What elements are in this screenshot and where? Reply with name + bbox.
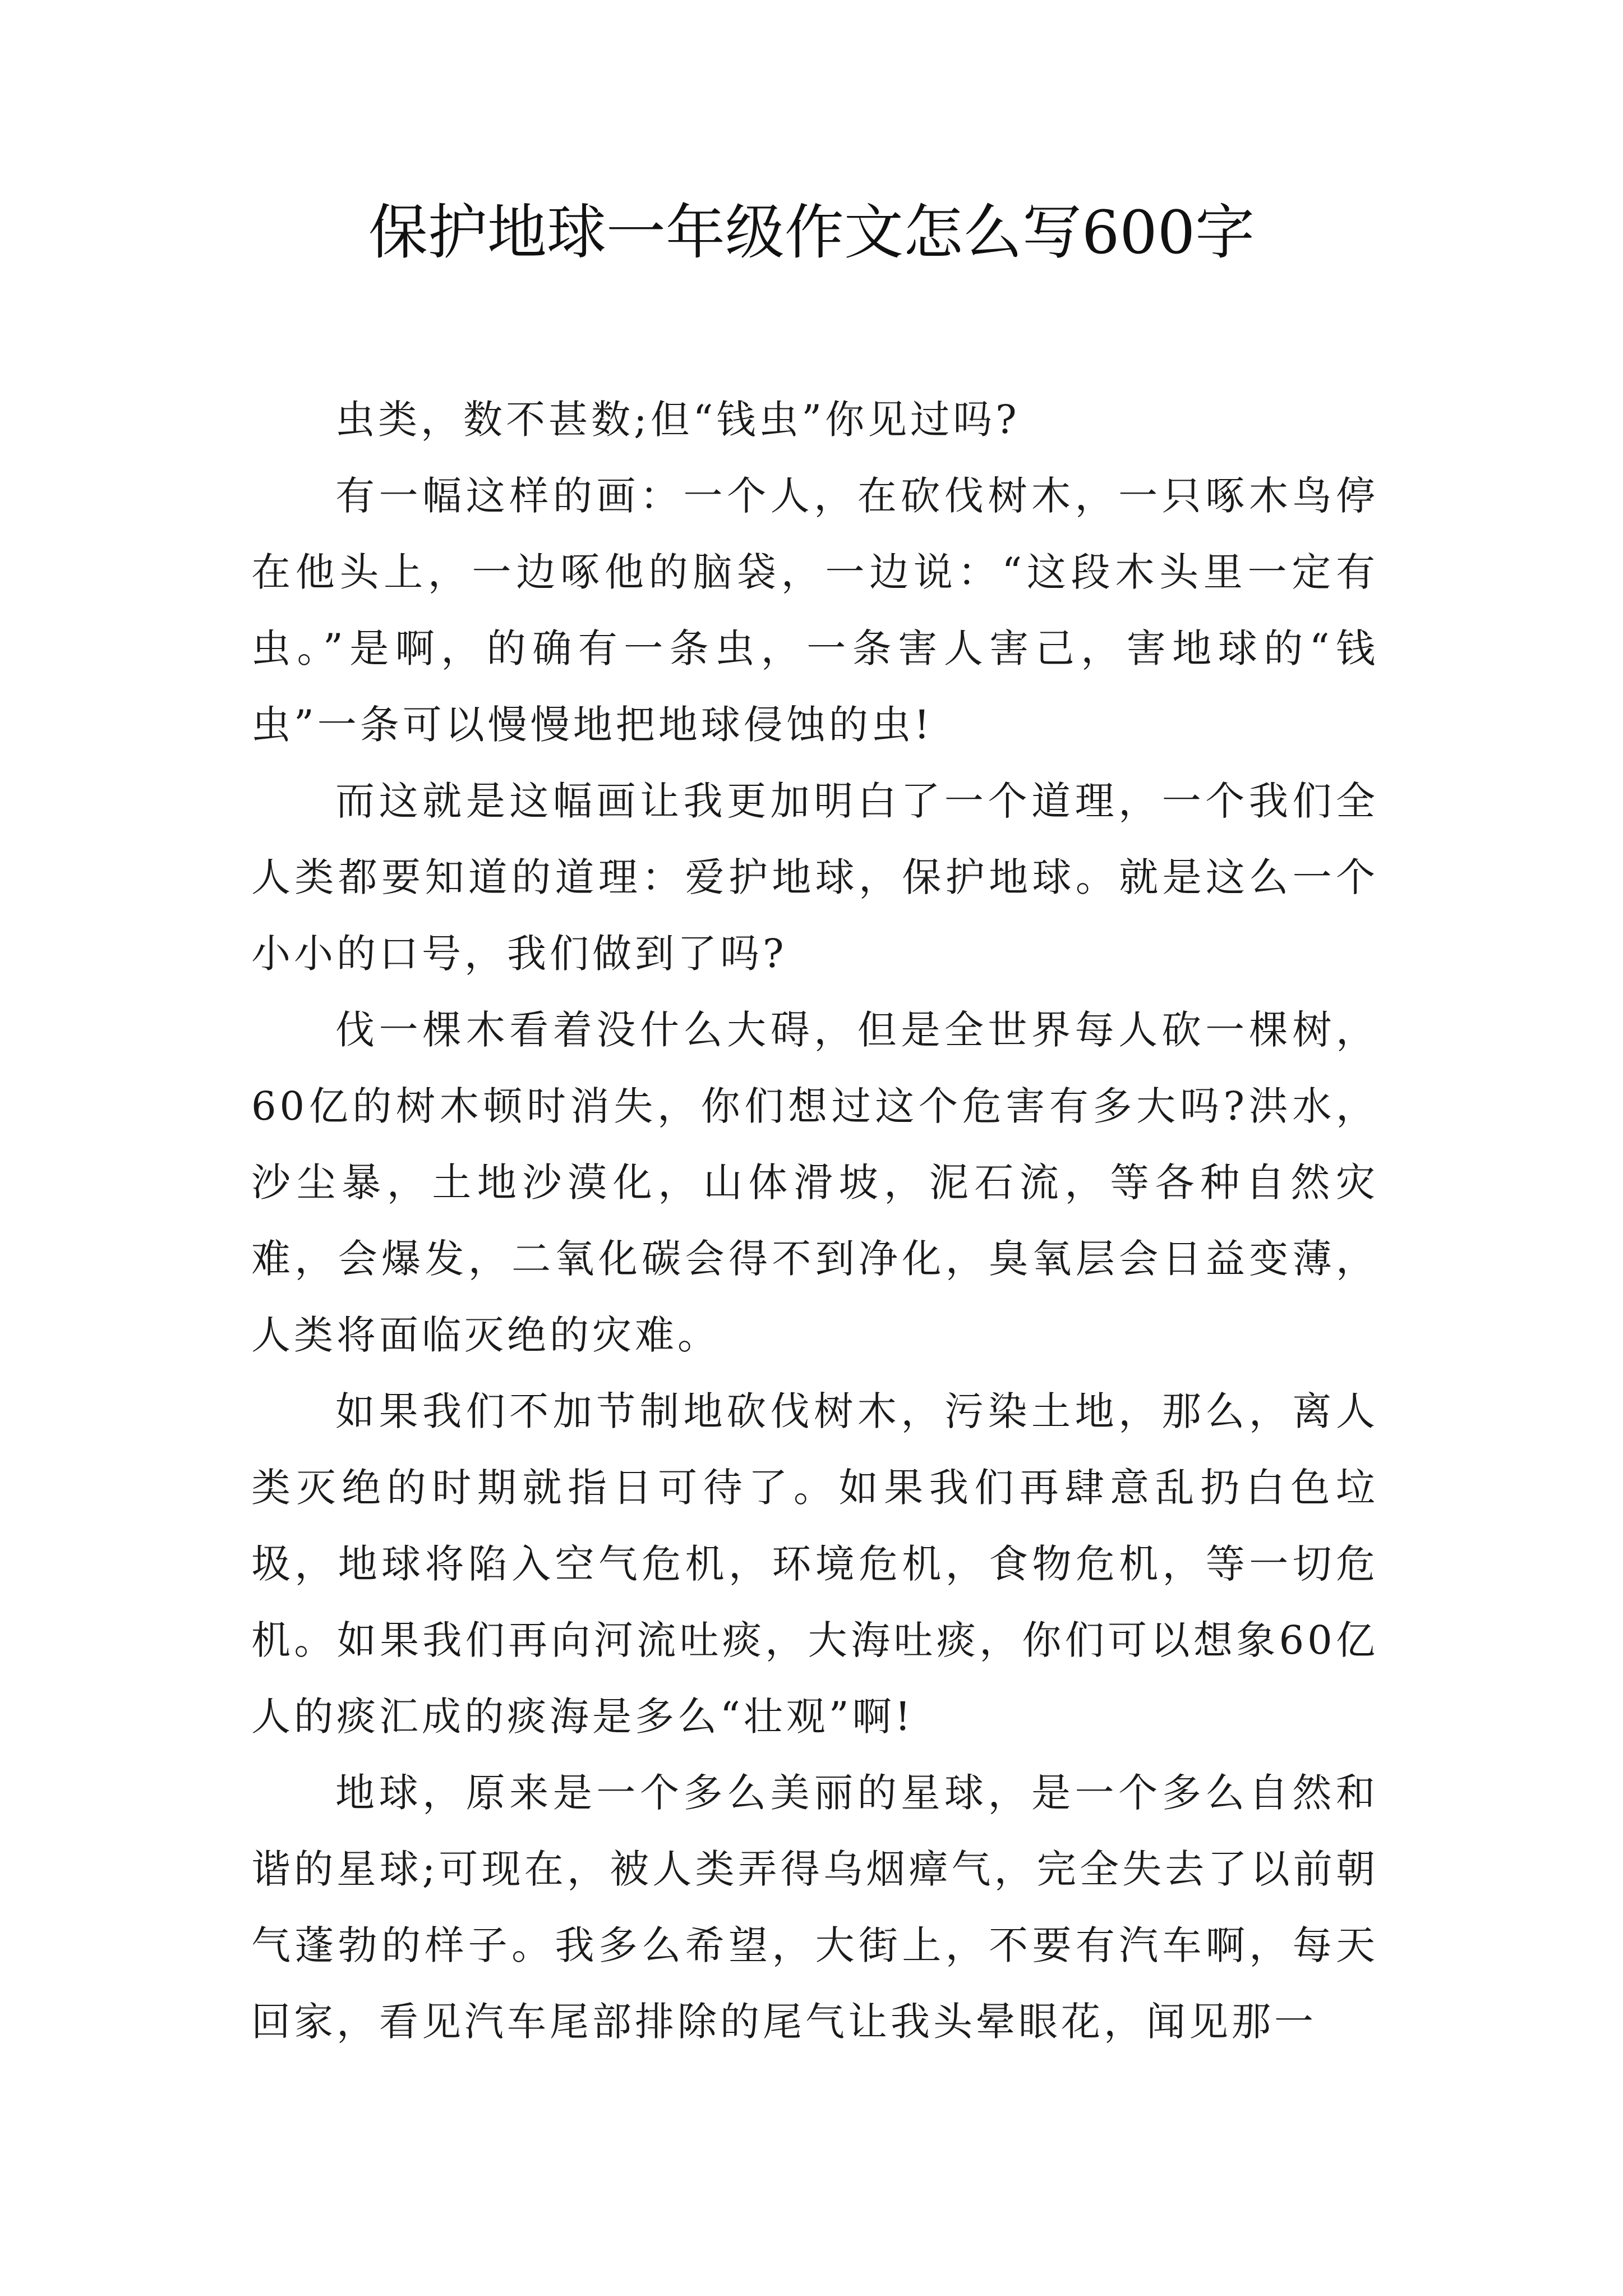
document-body [251,381,1378,2060]
paragraph: 地球，原来是一个多么美丽的星球，是一个多么自然和谐的星球;可现在，被人类弄得乌烟瘴气，完全失去了以前朝气蓬勃的样子。我多么希望，大街上，不要有汽车啊，每天回家，看见汽车尾部排除的尾气让我头晕眼花，闻见那一 [251,1770,1378,2045]
paragraph: 有一幅这样的画：一个人，在砍伐树木，一只啄木鸟停在他头上，一边啄他的脑袋，一边说：“这段木头里一定有虫。”是啊，的确有一条虫，一条害人害己，害地球的“钱虫”一条可以慢慢地把地球侵蚀的虫! [251,473,1378,748]
paragraph: 伐一棵木看着没什么大碍，但是全世界每人砍一棵树，60亿的树木顿时消失，你们想过这个危害有多大吗?洪水，沙尘暴，土地沙漠化，山体滑坡，泥石流，等各种自然灾难，会爆发，二氧化碳会得不到净化，臭氧层会日益变薄，人类将面临灭绝的灾难。 [251,1007,1378,1358]
paragraph: 而这就是这幅画让我更加明白了一个道理，一个我们全人类都要知道的道理：爱护地球，保护地球。就是这么一个小小的口号，我们做到了吗? [251,778,1378,977]
paragraph: 如果我们不加节制地砍伐树木，污染土地，那么，离人类灭绝的时期就指日可待了。如果我们再肆意乱扔白色垃圾，地球将陷入空气危机，环境危机，食物危机，等一切危机。如果我们再向河流吐痰，大海吐痰，你们可以想象60亿人的痰汇成的痰海是多么“壮观”啊! [251,1388,1378,1740]
paragraph: 虫类，数不甚数;但“钱虫”你见过吗? [335,397,1020,443]
document-title: 保护地球一年级作文怎么写600字 [368,198,1255,267]
